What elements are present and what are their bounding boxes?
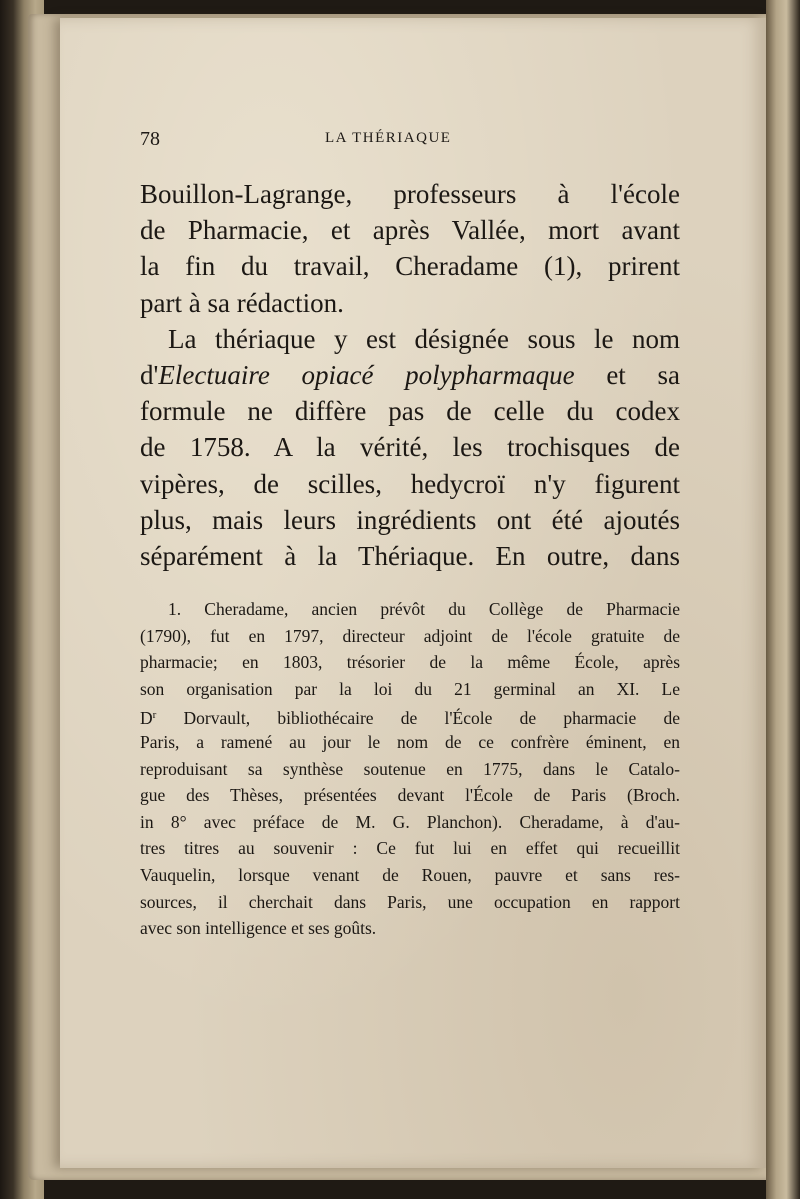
footnote-segment: D [140, 708, 153, 729]
footnote-line: pharmacie; en 1803, trésorier de la même École, après [140, 652, 680, 673]
footnote-line: gue des Thèses, présentées devant l'École de Paris (Broch. [140, 785, 680, 806]
running-title: LA THÉRIAQUE [325, 130, 452, 146]
text-line: vipères, de scilles, hedycroï n'y figurent [140, 468, 680, 499]
text-line: formule ne diffère pas de celle du codex [140, 396, 680, 427]
italic-term: Electuaire opiacé polypharmaque [158, 359, 575, 390]
text-line [140, 357, 680, 393]
page-number: 78 [140, 128, 160, 150]
text-segment: et sa [574, 359, 680, 390]
text-line: de 1758. A la vérité, les trochisques de [140, 432, 680, 463]
text-line: Bouillon-Lagrange, professeurs à l'école [140, 179, 680, 209]
footnote-line: sources, il cherchait dans Paris, une occupation en rapport [140, 891, 680, 912]
text-line: séparément à la Thériaque. En outre, dans [140, 540, 680, 571]
superscript: r [152, 709, 157, 722]
running-head [140, 128, 680, 158]
footnote [140, 596, 680, 942]
footnote-line: in 8° avec préface de M. G. Planchon). Cheradame, à d'au- [140, 811, 680, 832]
footnote-line: 1. Cheradame, ancien prévôt du Collège de Pharmacie [168, 599, 680, 619]
footnote-line: son organisation par la loi du 21 germinal an XI. Le [140, 678, 680, 699]
main-text [140, 176, 680, 574]
footnote-line [140, 702, 680, 729]
facing-page-edge [766, 0, 800, 1199]
text-line: part à sa rédaction. [140, 287, 344, 318]
text-segment: d' [140, 359, 159, 390]
footnote-line: Vauquelin, lorsque venant de Rouen, pauvre et sans res- [140, 864, 680, 885]
footnote-line: Paris, a ramené au jour le nom de ce confrère éminent, en [140, 731, 680, 752]
footnote-line: reproduisant sa synthèse soutenue en 1775, dans le Catalo- [140, 758, 680, 779]
footnote-line: avec son intelligence et ses goûts. [140, 918, 377, 939]
text-line: La thériaque y est désignée sous le nom [168, 323, 680, 354]
text-line: la fin du travail, Cheradame (1), prirent [140, 251, 680, 282]
footnote-line: tres titres au souvenir : Ce fut lui en effet qui recueillit [140, 838, 680, 859]
text-line: plus, mais leurs ingrédients ont été ajoutés [140, 504, 680, 535]
footnote-segment: Dorvault, bibliothécaire de l'École de pharmacie de [156, 708, 680, 729]
footnote-line: (1790), fut en 1797, directeur adjoint de l'école gratuite de [140, 625, 680, 646]
text-line: de Pharmacie, et après Vallée, mort avant [140, 215, 680, 246]
